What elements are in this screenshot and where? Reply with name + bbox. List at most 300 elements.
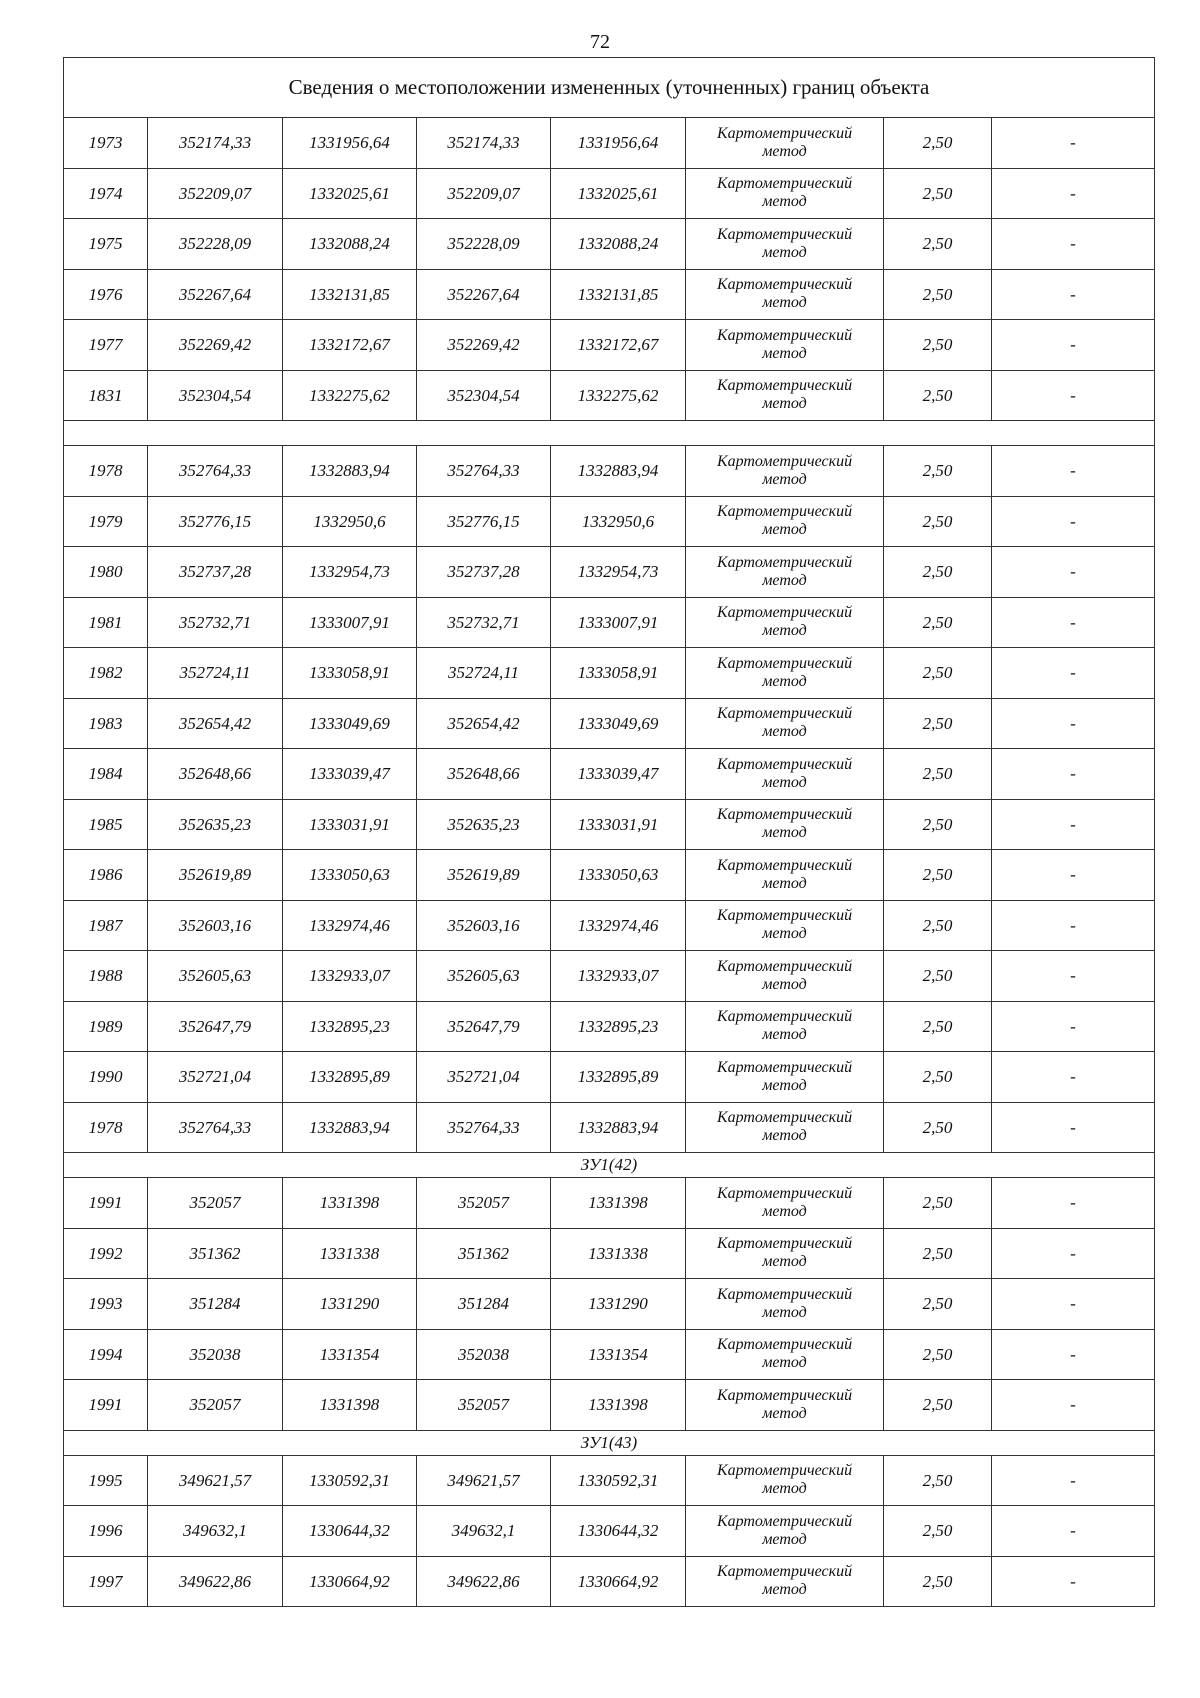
method-cell <box>686 900 884 951</box>
method-cell <box>686 320 884 371</box>
precision-cell: 2,50 <box>884 1455 992 1506</box>
y-existing-cell: 1332974,46 <box>283 900 417 951</box>
point-cell: 1977 <box>64 320 148 371</box>
point-cell: 1993 <box>64 1279 148 1330</box>
y-refined-cell: 1331398 <box>551 1178 686 1229</box>
x-refined-cell: 352038 <box>417 1329 551 1380</box>
method-line: метод <box>762 622 807 640</box>
x-refined-cell: 352635,23 <box>417 799 551 850</box>
boundary-coordinates-table <box>63 57 1155 1607</box>
method-cell <box>686 1178 884 1229</box>
point-cell: 1997 <box>64 1556 148 1607</box>
x-refined-cell: 352304,54 <box>417 370 551 421</box>
method-line: метод <box>762 1202 807 1220</box>
x-refined-cell: 352269,42 <box>417 320 551 371</box>
note-cell: - <box>992 749 1155 800</box>
precision-cell: 2,50 <box>884 1329 992 1380</box>
table-row <box>64 446 1155 497</box>
y-existing-cell: 1332895,89 <box>283 1052 417 1103</box>
y-existing-cell: 1330644,32 <box>283 1506 417 1557</box>
note-cell: - <box>992 850 1155 901</box>
table-row <box>64 850 1155 901</box>
note-cell: - <box>992 446 1155 497</box>
x-refined-cell: 352057 <box>417 1178 551 1229</box>
y-refined-cell: 1332895,23 <box>551 1001 686 1052</box>
note-cell: - <box>992 118 1155 169</box>
x-refined-cell: 351362 <box>417 1228 551 1279</box>
method-line: метод <box>762 1303 807 1321</box>
method-line: метод <box>762 142 807 160</box>
y-existing-cell: 1330664,92 <box>283 1556 417 1607</box>
point-cell: 1988 <box>64 951 148 1002</box>
table-row <box>64 648 1155 699</box>
precision-cell: 2,50 <box>884 547 992 598</box>
x-existing-cell: 352654,42 <box>148 698 283 749</box>
method-cell <box>686 496 884 547</box>
y-existing-cell: 1333031,91 <box>283 799 417 850</box>
method-line: Картометрический <box>716 1462 853 1480</box>
method-line: метод <box>762 1354 807 1372</box>
x-refined-cell: 352267,64 <box>417 269 551 320</box>
y-refined-cell: 1330592,31 <box>551 1455 686 1506</box>
table-title-row <box>64 58 1155 118</box>
point-cell: 1979 <box>64 496 148 547</box>
method-cell <box>686 1228 884 1279</box>
method-line: метод <box>762 1530 807 1548</box>
precision-cell: 2,50 <box>884 320 992 371</box>
y-existing-cell: 1331354 <box>283 1329 417 1380</box>
x-refined-cell: 352732,71 <box>417 597 551 648</box>
y-refined-cell: 1332088,24 <box>551 219 686 270</box>
method-cell <box>686 1102 884 1153</box>
method-line: Картометрический <box>716 1109 853 1127</box>
method-line: Картометрический <box>716 604 853 622</box>
y-existing-cell: 1333049,69 <box>283 698 417 749</box>
method-cell <box>686 648 884 699</box>
method-cell <box>686 219 884 270</box>
table-row <box>64 1455 1155 1506</box>
page-number: 72 <box>590 31 610 53</box>
point-cell: 1978 <box>64 446 148 497</box>
point-cell: 1973 <box>64 118 148 169</box>
point-cell: 1994 <box>64 1329 148 1380</box>
table-row <box>64 900 1155 951</box>
table-row <box>64 1380 1155 1431</box>
x-existing-cell: 352304,54 <box>148 370 283 421</box>
method-line: метод <box>762 723 807 741</box>
method-line: Картометрический <box>716 175 853 193</box>
method-line: метод <box>762 1076 807 1094</box>
method-line: Картометрический <box>716 907 853 925</box>
method-line: метод <box>762 672 807 690</box>
method-line: Картометрический <box>716 276 853 294</box>
y-refined-cell: 1332933,07 <box>551 951 686 1002</box>
point-cell: 1974 <box>64 168 148 219</box>
table-row <box>64 168 1155 219</box>
precision-cell: 2,50 <box>884 168 992 219</box>
y-existing-cell: 1331398 <box>283 1178 417 1229</box>
method-line: метод <box>762 1404 807 1422</box>
y-existing-cell: 1331398 <box>283 1380 417 1431</box>
method-line: Картометрический <box>716 654 853 672</box>
method-line: Картометрический <box>716 856 853 874</box>
precision-cell: 2,50 <box>884 799 992 850</box>
x-refined-cell: 349622,86 <box>417 1556 551 1607</box>
method-line: метод <box>762 975 807 993</box>
method-line: Картометрический <box>716 806 853 824</box>
point-cell: 1831 <box>64 370 148 421</box>
point-cell: 1991 <box>64 1380 148 1431</box>
y-existing-cell: 1333007,91 <box>283 597 417 648</box>
section-header-row <box>64 1430 1155 1455</box>
x-refined-cell: 352228,09 <box>417 219 551 270</box>
method-line: Картометрический <box>716 326 853 344</box>
table-row <box>64 951 1155 1002</box>
table-row <box>64 799 1155 850</box>
y-existing-cell: 1332883,94 <box>283 1102 417 1153</box>
x-existing-cell: 352228,09 <box>148 219 283 270</box>
y-existing-cell: 1333058,91 <box>283 648 417 699</box>
method-cell <box>686 597 884 648</box>
x-existing-cell: 349632,1 <box>148 1506 283 1557</box>
point-cell: 1981 <box>64 597 148 648</box>
x-existing-cell: 352764,33 <box>148 446 283 497</box>
y-refined-cell: 1331354 <box>551 1329 686 1380</box>
precision-cell: 2,50 <box>884 749 992 800</box>
precision-cell: 2,50 <box>884 1052 992 1103</box>
section-label: ЗУ1(42) <box>64 1153 1155 1178</box>
method-cell <box>686 951 884 1002</box>
note-cell: - <box>992 547 1155 598</box>
y-existing-cell: 1332954,73 <box>283 547 417 598</box>
method-cell <box>686 370 884 421</box>
note-cell: - <box>992 1455 1155 1506</box>
y-existing-cell: 1332275,62 <box>283 370 417 421</box>
y-existing-cell: 1330592,31 <box>283 1455 417 1506</box>
x-refined-cell: 352737,28 <box>417 547 551 598</box>
x-refined-cell: 352721,04 <box>417 1052 551 1103</box>
table-row <box>64 1279 1155 1330</box>
note-cell: - <box>992 269 1155 320</box>
y-refined-cell: 1333058,91 <box>551 648 686 699</box>
precision-cell: 2,50 <box>884 597 992 648</box>
y-refined-cell: 1332883,94 <box>551 1102 686 1153</box>
note-cell: - <box>992 370 1155 421</box>
precision-cell: 2,50 <box>884 648 992 699</box>
method-line: метод <box>762 1127 807 1145</box>
table-body <box>64 58 1155 1607</box>
method-line: метод <box>762 824 807 842</box>
y-refined-cell: 1332275,62 <box>551 370 686 421</box>
precision-cell: 2,50 <box>884 1506 992 1557</box>
table-row <box>64 1052 1155 1103</box>
y-refined-cell: 1331956,64 <box>551 118 686 169</box>
method-cell <box>686 118 884 169</box>
y-existing-cell: 1332895,23 <box>283 1001 417 1052</box>
method-line: Картометрический <box>716 705 853 723</box>
y-refined-cell: 1332895,89 <box>551 1052 686 1103</box>
method-line: Картометрический <box>716 225 853 243</box>
y-refined-cell: 1331338 <box>551 1228 686 1279</box>
x-refined-cell: 352724,11 <box>417 648 551 699</box>
method-cell <box>686 1506 884 1557</box>
point-cell: 1995 <box>64 1455 148 1506</box>
y-existing-cell: 1332933,07 <box>283 951 417 1002</box>
x-existing-cell: 352174,33 <box>148 118 283 169</box>
x-refined-cell: 352764,33 <box>417 1102 551 1153</box>
y-refined-cell: 1332172,67 <box>551 320 686 371</box>
table-row <box>64 1506 1155 1557</box>
y-existing-cell: 1333039,47 <box>283 749 417 800</box>
precision-cell: 2,50 <box>884 900 992 951</box>
x-existing-cell: 352605,63 <box>148 951 283 1002</box>
note-cell: - <box>992 1380 1155 1431</box>
x-refined-cell: 351284 <box>417 1279 551 1330</box>
precision-cell: 2,50 <box>884 219 992 270</box>
method-line: Картометрический <box>716 124 853 142</box>
y-refined-cell: 1332131,85 <box>551 269 686 320</box>
x-existing-cell: 352057 <box>148 1380 283 1431</box>
method-cell <box>686 1556 884 1607</box>
y-existing-cell: 1333050,63 <box>283 850 417 901</box>
y-refined-cell: 1333007,91 <box>551 597 686 648</box>
y-existing-cell: 1332172,67 <box>283 320 417 371</box>
precision-cell: 2,50 <box>884 1380 992 1431</box>
y-existing-cell: 1331956,64 <box>283 118 417 169</box>
note-cell: - <box>992 496 1155 547</box>
y-existing-cell: 1332950,6 <box>283 496 417 547</box>
y-existing-cell: 1332883,94 <box>283 446 417 497</box>
x-existing-cell: 352724,11 <box>148 648 283 699</box>
table-row <box>64 269 1155 320</box>
method-line: метод <box>762 925 807 943</box>
x-refined-cell: 352648,66 <box>417 749 551 800</box>
precision-cell: 2,50 <box>884 1279 992 1330</box>
x-refined-cell: 352174,33 <box>417 118 551 169</box>
method-cell <box>686 1455 884 1506</box>
method-line: метод <box>762 1253 807 1271</box>
y-refined-cell: 1333049,69 <box>551 698 686 749</box>
x-existing-cell: 352635,23 <box>148 799 283 850</box>
method-line: метод <box>762 1581 807 1599</box>
table-row <box>64 1228 1155 1279</box>
note-cell: - <box>992 1556 1155 1607</box>
y-refined-cell: 1332883,94 <box>551 446 686 497</box>
x-existing-cell: 352209,07 <box>148 168 283 219</box>
note-cell: - <box>992 1052 1155 1103</box>
precision-cell: 2,50 <box>884 1178 992 1229</box>
x-existing-cell: 351362 <box>148 1228 283 1279</box>
method-line: Картометрический <box>716 503 853 521</box>
precision-cell: 2,50 <box>884 269 992 320</box>
y-refined-cell: 1332025,61 <box>551 168 686 219</box>
x-existing-cell: 352267,64 <box>148 269 283 320</box>
x-existing-cell: 352776,15 <box>148 496 283 547</box>
note-cell: - <box>992 219 1155 270</box>
method-cell <box>686 749 884 800</box>
method-line: Картометрический <box>716 1184 853 1202</box>
x-refined-cell: 352776,15 <box>417 496 551 547</box>
point-cell: 1990 <box>64 1052 148 1103</box>
point-cell: 1984 <box>64 749 148 800</box>
x-existing-cell: 349622,86 <box>148 1556 283 1607</box>
method-line: метод <box>762 571 807 589</box>
method-cell <box>686 547 884 598</box>
precision-cell: 2,50 <box>884 370 992 421</box>
method-cell <box>686 168 884 219</box>
x-refined-cell: 352209,07 <box>417 168 551 219</box>
y-refined-cell: 1332954,73 <box>551 547 686 598</box>
method-cell <box>686 446 884 497</box>
method-line: метод <box>762 294 807 312</box>
method-cell <box>686 799 884 850</box>
x-existing-cell: 349621,57 <box>148 1455 283 1506</box>
precision-cell: 2,50 <box>884 951 992 1002</box>
table-row <box>64 597 1155 648</box>
method-line: метод <box>762 193 807 211</box>
point-cell: 1986 <box>64 850 148 901</box>
table-row <box>64 749 1155 800</box>
section-header-row <box>64 1153 1155 1178</box>
table-row <box>64 118 1155 169</box>
table-row <box>64 698 1155 749</box>
method-line: метод <box>762 470 807 488</box>
y-refined-cell: 1331398 <box>551 1380 686 1431</box>
table-row <box>64 1556 1155 1607</box>
x-existing-cell: 352764,33 <box>148 1102 283 1153</box>
x-existing-cell: 352647,79 <box>148 1001 283 1052</box>
y-refined-cell: 1330644,32 <box>551 1506 686 1557</box>
method-cell <box>686 1380 884 1431</box>
precision-cell: 2,50 <box>884 850 992 901</box>
method-cell <box>686 1329 884 1380</box>
point-cell: 1978 <box>64 1102 148 1153</box>
note-cell: - <box>992 1279 1155 1330</box>
x-existing-cell: 352721,04 <box>148 1052 283 1103</box>
precision-cell: 2,50 <box>884 496 992 547</box>
point-cell: 1975 <box>64 219 148 270</box>
method-line: Картометрический <box>716 452 853 470</box>
table-row <box>64 320 1155 371</box>
method-line: Картометрический <box>716 553 853 571</box>
note-cell: - <box>992 1228 1155 1279</box>
x-refined-cell: 352605,63 <box>417 951 551 1002</box>
point-cell: 1982 <box>64 648 148 699</box>
note-cell: - <box>992 648 1155 699</box>
method-line: метод <box>762 395 807 413</box>
note-cell: - <box>992 1178 1155 1229</box>
x-existing-cell: 352648,66 <box>148 749 283 800</box>
x-refined-cell: 352647,79 <box>417 1001 551 1052</box>
point-cell: 1996 <box>64 1506 148 1557</box>
x-existing-cell: 351284 <box>148 1279 283 1330</box>
method-line: метод <box>762 344 807 362</box>
section-label: ЗУ1(43) <box>64 1430 1155 1455</box>
table-row <box>64 1102 1155 1153</box>
method-line: Картометрический <box>716 1386 853 1404</box>
y-existing-cell: 1332131,85 <box>283 269 417 320</box>
x-existing-cell: 352269,42 <box>148 320 283 371</box>
y-refined-cell: 1333039,47 <box>551 749 686 800</box>
precision-cell: 2,50 <box>884 1228 992 1279</box>
x-refined-cell: 352603,16 <box>417 900 551 951</box>
y-existing-cell: 1332088,24 <box>283 219 417 270</box>
table-title: Сведения о местоположении измененных (уточненных) границ объекта <box>64 58 1155 118</box>
method-line: Картометрический <box>716 957 853 975</box>
table-row <box>64 1178 1155 1229</box>
y-existing-cell: 1331338 <box>283 1228 417 1279</box>
table-row <box>64 370 1155 421</box>
precision-cell: 2,50 <box>884 698 992 749</box>
table-row <box>64 547 1155 598</box>
point-cell: 1992 <box>64 1228 148 1279</box>
note-cell: - <box>992 799 1155 850</box>
x-refined-cell: 352619,89 <box>417 850 551 901</box>
point-cell: 1989 <box>64 1001 148 1052</box>
point-cell: 1976 <box>64 269 148 320</box>
method-line: метод <box>762 521 807 539</box>
y-refined-cell: 1330664,92 <box>551 1556 686 1607</box>
note-cell: - <box>992 168 1155 219</box>
method-line: Картометрический <box>716 1336 853 1354</box>
x-existing-cell: 352038 <box>148 1329 283 1380</box>
method-cell <box>686 1052 884 1103</box>
x-refined-cell: 349632,1 <box>417 1506 551 1557</box>
precision-cell: 2,50 <box>884 1001 992 1052</box>
x-existing-cell: 352619,89 <box>148 850 283 901</box>
method-line: метод <box>762 1026 807 1044</box>
precision-cell: 2,50 <box>884 1102 992 1153</box>
method-line: Картометрический <box>716 1563 853 1581</box>
y-refined-cell: 1332950,6 <box>551 496 686 547</box>
separator-row <box>64 421 1155 446</box>
method-line: Картометрический <box>716 755 853 773</box>
x-refined-cell: 349621,57 <box>417 1455 551 1506</box>
point-cell: 1991 <box>64 1178 148 1229</box>
table-row <box>64 1001 1155 1052</box>
point-cell: 1980 <box>64 547 148 598</box>
method-line: Картометрический <box>716 1008 853 1026</box>
note-cell: - <box>992 597 1155 648</box>
method-line: Картометрический <box>716 1235 853 1253</box>
method-line: Картометрический <box>716 1512 853 1530</box>
x-refined-cell: 352654,42 <box>417 698 551 749</box>
method-cell <box>686 1279 884 1330</box>
method-line: Картометрический <box>716 1058 853 1076</box>
y-refined-cell: 1333050,63 <box>551 850 686 901</box>
method-line: метод <box>762 773 807 791</box>
x-existing-cell: 352603,16 <box>148 900 283 951</box>
note-cell: - <box>992 951 1155 1002</box>
precision-cell: 2,50 <box>884 446 992 497</box>
point-cell: 1987 <box>64 900 148 951</box>
note-cell: - <box>992 1102 1155 1153</box>
table-row <box>64 496 1155 547</box>
x-existing-cell: 352057 <box>148 1178 283 1229</box>
method-cell <box>686 698 884 749</box>
note-cell: - <box>992 698 1155 749</box>
y-existing-cell: 1331290 <box>283 1279 417 1330</box>
y-refined-cell: 1333031,91 <box>551 799 686 850</box>
x-existing-cell: 352737,28 <box>148 547 283 598</box>
x-existing-cell: 352732,71 <box>148 597 283 648</box>
x-refined-cell: 352764,33 <box>417 446 551 497</box>
table-row <box>64 219 1155 270</box>
y-refined-cell: 1331290 <box>551 1279 686 1330</box>
precision-cell: 2,50 <box>884 1556 992 1607</box>
method-cell <box>686 269 884 320</box>
method-cell <box>686 1001 884 1052</box>
